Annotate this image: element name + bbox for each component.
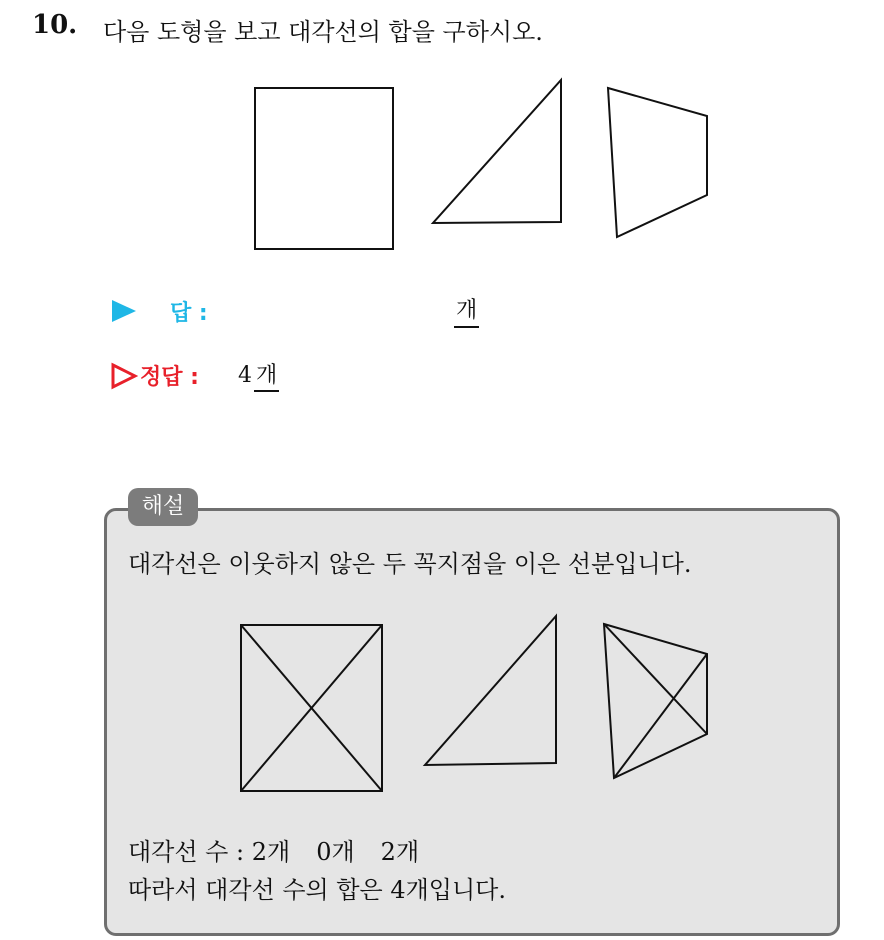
- correct-answer-unit: 개: [254, 363, 279, 392]
- solution-trapezoid: [604, 624, 707, 778]
- question-number: 10.: [32, 10, 78, 40]
- count-trapezoid: 2개: [380, 838, 420, 866]
- count-rectangle: 2개: [251, 838, 291, 866]
- correct-answer-label: 정답 :: [140, 365, 199, 390]
- solution-conclusion: 따라서 대각선 수의 합은 4개입니다.: [128, 876, 506, 904]
- question-text: 다음 도형을 보고 대각선의 합을 구하시오.: [103, 18, 543, 46]
- solution-tag: 해설: [128, 488, 198, 526]
- diagonal-counts: [128, 832, 419, 867]
- trapezoid-diagonal-2: [614, 654, 707, 778]
- answer-label: 답 :: [170, 301, 208, 326]
- solution-definition: 대각선은 이웃하지 않은 두 꼭지점을 이은 선분입니다.: [128, 550, 692, 578]
- trapezoid-diagonal-1: [604, 624, 707, 734]
- counts-prefix: 대각선 수 :: [128, 838, 245, 866]
- answer-unit: 개: [456, 298, 478, 323]
- count-triangle: 0개: [316, 838, 355, 866]
- correct-answer-value: 4: [238, 363, 252, 388]
- solution-triangle: [425, 616, 556, 765]
